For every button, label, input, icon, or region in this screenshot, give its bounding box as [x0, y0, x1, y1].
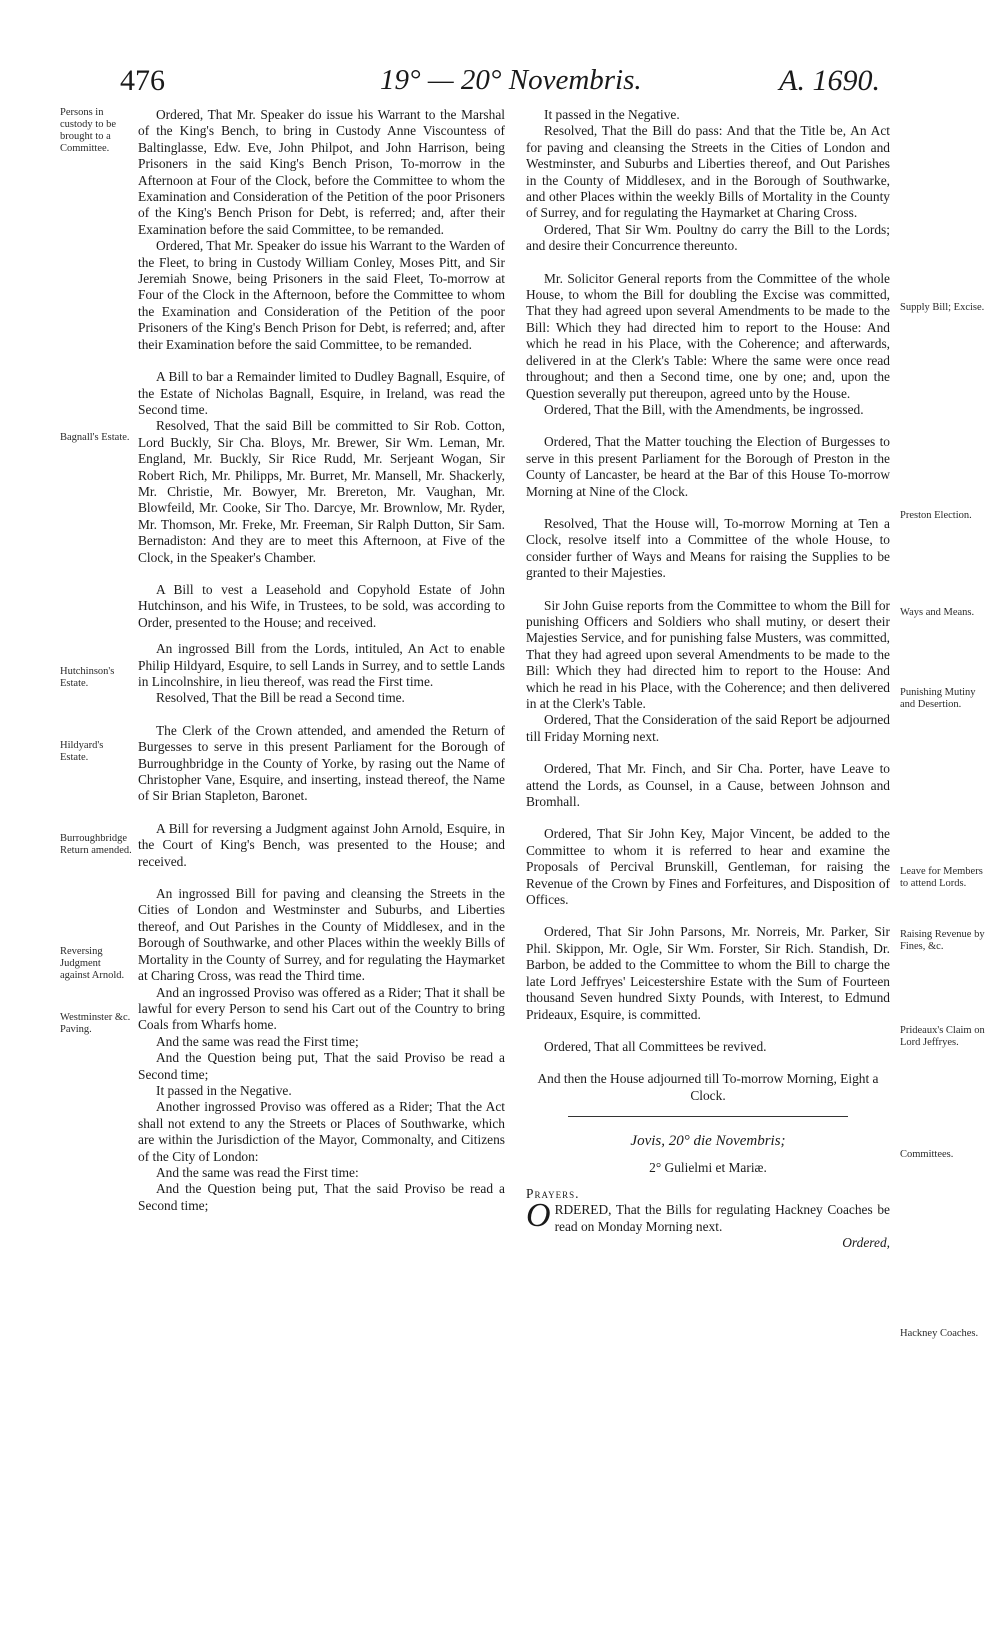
bill-bagnall-estate: A Bill to bar a Remainder limited to Dudley Bagnall, Esquire, of the Estate of Nicholas Bagnall, Esquire, in Ireland, was read the Second time.	[138, 369, 505, 417]
page-header	[120, 64, 880, 104]
day-heading: Jovis, 20° die Novembris;	[630, 1133, 786, 1150]
prayers-label: Prayers.	[526, 1185, 580, 1201]
passed-negative: It passed in the Negative.	[544, 107, 680, 122]
margin-note-raising: Raising Revenue by Fines, &c.	[900, 929, 985, 952]
mutiny-report: Sir John Guise reports from the Committee to whom the Bill for punishing Officers and Soldiers who shall mutiny, or desert their Majesties Service, and for punishing false Musters, was committed, That they had agreed upon several Amendments to be made to the Bill: Which they had directed him to report to the House: And which he read in his Place, with the Coherence; and then delivered in at the Clerk's Table.	[526, 597, 890, 711]
resolution-bagnall-committee: Resolved, That the said Bill be committed to Sir Rob. Cotton, Lord Buckly, Sir Cha. Bloys, Mr. Brewer, Sir Wm. Leman, Mr. England, Mr. Buckly, Sir Rice Rudd, Mr. Serjeant Wogan, Sir Robert Rich, Mr. Philipps, Mr. Burret, Mr. Mansell, Mr. Shackerly, Mr. Christie, Mr. Bowyer, Mr. Brereton, Mr. Vaughan, Mr. Blowfeild, Mr. Cooke, Sir Tho. Darcye, Mr. Brownlow, Mr. Ryder, Mr. Thomson, Mr. Freke, Mr. Freeman, Sir Ralph Dutton, Sir Sam. Bernadiston: And they are to meet this Afternoon, at Five of the Clock, in the Speaker's Chamber.	[138, 418, 505, 565]
proviso2-question: And the Question being put, That the said Proviso be read a Second time;	[138, 1181, 505, 1213]
order-hackney-coaches	[526, 1197, 890, 1235]
margin-note-reversing: Reversing Judgment against Arnold.	[60, 946, 125, 981]
bill-hutchinson-estate: A Bill to vest a Leasehold and Copyhold Estate of John Hutchinson, and his Wife, in Trustees, to be sold, was according to Order, presented to the House; and received.	[138, 581, 505, 630]
house-adjourned: And then the House adjourned till To-morrow Morning, Eight a Clock.	[537, 1071, 879, 1103]
proviso2-first-reading: And the same was read the First time:	[156, 1164, 359, 1180]
order-leave-counsel: Ordered, That Mr. Finch, and Sir Cha. Porter, have Leave to attend the Lords, as Counsel, in a Cause, between Johnson and Bromhall.	[526, 761, 890, 810]
margin-note-supply: Supply Bill; Excise.	[900, 302, 985, 313]
order-carry-to-lords: Ordered, That Sir Wm. Poultny do carry the Bill to the Lords; and desire their Concurrence thereunto.	[526, 221, 890, 254]
margin-note-westminster: Westminster &c. Paving.	[60, 1012, 131, 1035]
margin-note-hackney: Hackney Coaches.	[900, 1328, 979, 1339]
page-number: 476	[120, 64, 165, 97]
margin-note-burroughbridge: Burroughbridge Return amended.	[60, 833, 132, 856]
proviso-coals: And an ingrossed Proviso was offered as a Rider; That it shall be lawful for every Person to send his Cart out of the Country to bring Coals from Wharfs home.	[138, 984, 505, 1033]
resolution-hildyard-second-reading: Resolved, That the Bill be read a Second time.	[156, 690, 405, 706]
section-divider	[568, 1116, 848, 1117]
margin-note-hutchinson: Hutchinson's Estate.	[60, 666, 115, 689]
proviso-negative: It passed in the Negative.	[156, 1082, 292, 1098]
hackney-text: RDERED, That the Bills for regulating Hackney Coaches be read on Monday Morning next.	[554, 1202, 890, 1234]
reign-line: 2° Gulielmi et Mariæ.	[649, 1159, 767, 1175]
bill-hildyard: An ingrossed Bill from the Lords, intituled, An Act to enable Philip Hildyard, Esquire, to sell Lands in Surrey, and to settle Lands in Lincolnshire, in lieu thereof, was read the First time.	[138, 641, 505, 689]
order-brunskill-committee: Ordered, That Sir John Key, Major Vincent, be added to the Committee to whom it is referred to hear and examine the Proposals of Percival Brunskill, Gentleman, for raising the Revenue of the Crown by Fines and Forfeitures, and Disposition of Offices.	[526, 826, 890, 908]
margin-note-persons: Persons in custody to be brought to a Committee.	[60, 107, 116, 154]
margin-note-prideaux: Prideaux's Claim on Lord Jeffryes.	[900, 1025, 985, 1048]
drop-cap: O	[526, 1197, 551, 1235]
proviso-first-reading: And the same was read the First time;	[156, 1033, 359, 1049]
bill-arnold-judgment: A Bill for reversing a Judgment against John Arnold, Esquire, in the Court of King's Bench, was presented to the House; and received.	[138, 820, 505, 869]
order-kings-bench-prisoners: Ordered, That Mr. Speaker do issue his Warrant to the Marshal of the King's Bench, to bring in Custody Anne Viscountess of Baltinglasse, Edw. Eve, John Philpot, and John Harrison, being Prisoners in the said King's Bench Prison, To-morrow in the Afternoon at Four of the Clock, before the Committee to whom the Examination and Consideration of the Petition of the poor Prisoners of the King's Bench Prison for Debt, is referred; and, after their Examination before the said Committee, to be remanded.	[138, 107, 505, 237]
right-column	[526, 107, 890, 1252]
catchword: Ordered,	[842, 1235, 890, 1251]
excise-report: Mr. Solicitor General reports from the Committee of the whole House, to whom the Bill for doubling the Excise was committed, That they had agreed upon several Amendments to be made to the Bill: Which they had directed him to report to the House: And which he read in his Place, with the Coherence; and afterwards, delivered in at the Clerk's Table: Where the same were once read throughout; and then a Second time, one by one; and, upon the Question severally put thereupon, agreed unto by the House.	[526, 270, 890, 401]
margin-note-leave: Leave for Members to attend Lords.	[900, 866, 983, 889]
proviso-southwarke: Another ingrossed Proviso was offered as a Rider; That the Act shall not extend to any the Streets or Places of Southwarke, which are within the Jurisdiction of the Mayor, Commonalty, and Citizens of the City of London:	[138, 1099, 505, 1164]
bill-paving-third-reading: An ingrossed Bill for paving and cleansing the Streets in the Cities of London and Westminster and Suburbs, and Liberties thereof, and Out Parishes in the County of Middlesex, and in the Borough of Southwarke, and other Places within the weekly Bills of Mortality in the County of Surrey, and for regulating the Haymarket at Charing Cross, was read the Third time.	[138, 886, 505, 984]
margin-note-ways: Ways and Means.	[900, 607, 975, 618]
proviso-question: And the Question being put, That the said Proviso be read a Second time;	[138, 1050, 505, 1082]
margin-note-punishing: Punishing Mutiny and Desertion.	[900, 687, 976, 710]
margin-note-preston: Preston Election.	[900, 510, 972, 521]
margin-note-hildyard: Hildyard's Estate.	[60, 740, 104, 763]
date-heading: 19° — 20° Novembris.	[380, 64, 642, 96]
resolution-bill-pass: Resolved, That the Bill do pass: And that the Title be, An Act for paving and cleansing the Streets in the Cities of London and Westminster, and Suburbs and Liberties thereof, and Out Parishes in the County of Middlesex, and in the Borough of Southwarke, and other Places within the weekly Bills of Mortality in the County of Surrey, and for regulating the Haymarket at Charing Cross.	[526, 123, 890, 221]
order-excise-ingrossed: Ordered, That the Bill, with the Amendments, be ingrossed.	[544, 401, 864, 417]
margin-note-bagnall: Bagnall's Estate.	[60, 432, 130, 443]
year-heading: A. 1690.	[779, 64, 880, 97]
order-committees-revived: Ordered, That all Committees be revived.	[544, 1038, 767, 1054]
left-column	[138, 107, 505, 1214]
order-fleet-prisoners: Ordered, That Mr. Speaker do issue his Warrant to the Warden of the Fleet, to bring in Custody William Conley, Moses Pitt, and Sir Jeremiah Snowe, being Prisoners in the said Fleet, To-morrow at Four of the Clock in the Afternoon, before the Committee to whom the Examination and Consideration of the Petition of the poor Prisoners of the King's Bench Prison for Debt, is referred; and, after their Examination before the said Committee, to be remanded.	[138, 238, 505, 352]
margin-note-committees: Committees.	[900, 1149, 954, 1160]
burroughbridge-return: The Clerk of the Crown attended, and amended the Return of Burgesses to serve in this present Parliament for the Borough of Burroughbridge in the County of Yorke, by rasing out the Name of Christopher Vane, Esquire, and inserting, instead thereof, the Name of Sir Brian Stapleton, Baronet.	[138, 722, 505, 804]
order-mutiny-adjourned: Ordered, That the Consideration of the said Report be adjourned till Friday Morning next.	[526, 712, 890, 744]
resolution-ways-means: Resolved, That the House will, To-morrow Morning at Ten a Clock, resolve itself into a Committee of the whole House, to consider further of Ways and Means for raising the Supplies to be granted to their Majesties.	[526, 515, 890, 581]
order-preston-election: Ordered, That the Matter touching the Election of Burgesses to serve in this present Parliament for the Borough of Preston in the County of Lancaster, be heard at the Bar of this House To-morrow Morning at Nine of the Clock.	[526, 434, 890, 499]
order-jeffryes-committee: Ordered, That Sir John Parsons, Mr. Norreis, Mr. Parker, Sir Phil. Skippon, Mr. Ogle, Sir Wm. Forster, Sir Rich. Standish, Dr. Barbon, be added to the Committee to whom the Bill to charge the late Lord Jeffryes' Leicestershire Estate with the Sum of Fourteen thousand Seven hundred Sixty Pounds, with Interest, to Edmund Prideaux, Esquire, is committed.	[526, 924, 890, 1022]
